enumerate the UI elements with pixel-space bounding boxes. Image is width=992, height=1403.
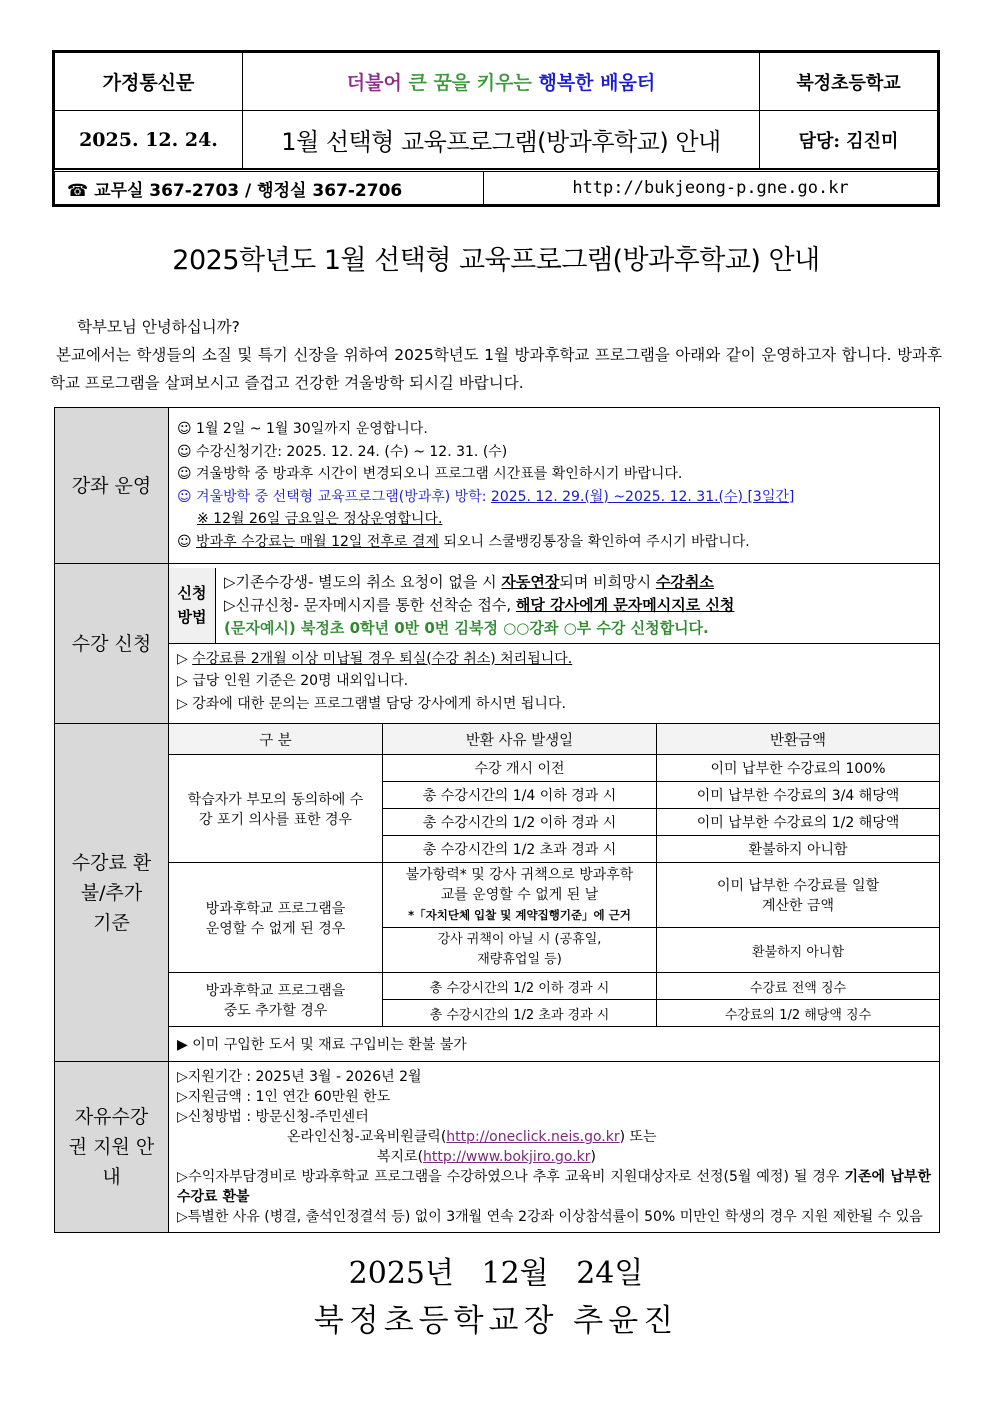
refund-reason: 총 수강시간의 1/4 이하 경과 시	[383, 782, 657, 809]
voucher-method: ▷신청방법 : 방문신청-주민센터	[177, 1109, 369, 1125]
method-existing	[224, 571, 931, 594]
oneclick-link[interactable]: http://oneclick.neis.go.kr	[446, 1129, 620, 1145]
bullet-icon: ▷	[177, 673, 193, 689]
voucher-amount: ▷지원금액 : 1인 연간 60만원 한도	[177, 1089, 391, 1105]
section-operation	[169, 408, 940, 564]
bokjiro-prefix: 복지로(	[377, 1149, 424, 1165]
voucher-online	[177, 1127, 931, 1147]
voucher-refund-emphasis: 기존에 납부한 수강료 환불	[177, 1169, 931, 1205]
online-prefix: 온라인신청-교육비원클릭(	[287, 1129, 447, 1145]
refund-header: 반환금액	[657, 724, 940, 755]
vacation-label: ☺ 겨울방학 중 선택형 교육프로그램(방과후) 방학:	[177, 488, 491, 505]
refund-group-cancelled: 방과후학교 프로그램을 운영할 수 없게 된 경우	[169, 863, 383, 973]
refund-reason-text: 불가항력* 및 강사 귀책으로 방과후학교를 운영할 수 없게 된 날	[405, 867, 634, 903]
apply-methods	[216, 568, 940, 643]
refund-label: 수강료 환불/추가 기준	[71, 851, 152, 934]
cancel-course: 수강취소	[655, 572, 714, 591]
refund-note: ▶ 이미 구입한 도서 및 재료 구입비는 환불 불가	[169, 1027, 939, 1062]
apply-method-label: 신청 방법	[169, 568, 216, 643]
operation-item: ☺ 수강신청기간: 2025. 12. 24. (수) ~ 12. 31. (수)	[177, 443, 508, 460]
refund-amount: 수강료의 1/2 해당액 징수	[657, 1000, 940, 1027]
bokjiro-suffix: )	[590, 1149, 596, 1165]
operation-note	[177, 508, 931, 531]
note-text: 수강료를 2개월 이상 미납될 경우 퇴실(수강 취소) 처리됩니다.	[192, 650, 573, 667]
online-suffix: ) 또는	[619, 1129, 657, 1145]
payment-date-emphasis: 방과후 수강료는 매월 12일 전후로 결제	[196, 533, 439, 550]
voucher-limit: ▷특별한 사유 (병결, 출석인정결석 등) 없이 3개월 연속 2강좌 이상참석률이 50% 미만인 학생의 경우 지원 제한될 수 있음	[177, 1209, 923, 1225]
newsletter-date: 2025. 12. 24.	[55, 111, 243, 169]
refund-header: 구 분	[169, 724, 383, 755]
apply-note	[177, 670, 931, 693]
section-label-voucher	[55, 1062, 169, 1233]
refund-amount: 이미 납부한 수강료의 3/4 해당액	[657, 782, 940, 809]
newsletter-label: 가정통신문	[55, 53, 243, 111]
manager-name: 담당: 김진미	[760, 111, 938, 169]
method-existing-text-2: 되며 비희망시	[559, 572, 656, 591]
refund-reason: 총 수강시간의 1/2 이하 경과 시	[383, 809, 657, 836]
apply-notes	[169, 643, 939, 719]
page-title: 2025학년도 1월 선택형 교육프로그램(방과후학교) 안내	[172, 245, 820, 276]
slogan-part-3: 행복한 배움터	[538, 72, 656, 94]
normal-operation-note: ※ 12월 26일 금요일은 정상운영합니다.	[197, 511, 443, 527]
operation-item-payment: ☺ 방과후 수강료는 매월 12일 전후로 결제 되오니 스쿨뱅킹통장을 확인하여 주시기 바랍니다.	[177, 533, 750, 550]
method-new	[224, 594, 931, 617]
vacation-dates: 2025. 12. 29.(월) ~2025. 12. 31.(수) [3일간]	[490, 488, 795, 505]
voucher-label: 자유수강권 지원 안내	[68, 1106, 155, 1188]
refund-reason-note: *「자치단체 입찰 및 계약집행기준」에 근거	[408, 908, 631, 922]
refund-reason: 총 수강시간의 1/2 초과 경과 시	[383, 1000, 657, 1027]
section-label-apply: 수강 신청	[55, 564, 169, 724]
refund-amount: 환불하지 아니함	[657, 928, 940, 973]
operation-item: ☺ 1월 2일 ~ 1월 30일까지 운영합니다.	[177, 421, 428, 437]
bokjiro-link[interactable]: http://www.bokjiro.go.kr	[423, 1149, 591, 1165]
method-existing-text: ▷기존수강생- 별도의 취소 요청이 없을 시	[224, 572, 502, 591]
newsletter-header	[52, 50, 940, 207]
slogan-part-1: 더불어	[346, 72, 409, 94]
voucher-refund	[177, 1167, 931, 1207]
voucher-refund-text: ▷수익자부담경비로 방과후학교 프로그램을 수강하였으나 추후 교육비 지원대상자로 선정(5월 예정) 될 경우	[177, 1169, 845, 1185]
header-title: 1월 선택형 교육프로그램(방과후학교) 안내	[243, 111, 760, 169]
refund-reason: 강사 귀책이 아닐 시 (공휴일, 재량휴업일 등)	[383, 928, 657, 973]
apply-note	[177, 648, 931, 671]
note-text: 강좌에 대한 문의는 프로그램별 담당 강사에게 하시면 됩니다.	[192, 695, 566, 712]
refund-reason: 총 수강시간의 1/2 초과 경과 시	[383, 836, 657, 863]
section-label-refund	[55, 724, 169, 1062]
refund-reason-force-majeure	[383, 863, 657, 928]
bullet-icon: ▷	[177, 650, 193, 667]
bullet-icon: ▷	[177, 695, 193, 712]
school-url-link[interactable]: http://bukjeong-p.gne.go.kr	[484, 171, 938, 205]
school-name: 북정초등학교	[760, 53, 938, 111]
payment-rest: 되오니 스쿨뱅킹통장을 확인하여 주시기 바랍니다.	[438, 533, 750, 550]
footer-date: 2025년 12월 24일	[348, 1256, 644, 1291]
section-refund	[169, 724, 940, 1062]
refund-amount: 환불하지 아니함	[657, 836, 940, 863]
intro	[50, 313, 942, 397]
school-slogan	[243, 53, 760, 111]
voucher-period: ▷지원기간 : 2025년 3월 - 2026년 2월	[177, 1069, 422, 1085]
sms-example: (문자예시) 북정초 0학년 0반 0번 김북정 ○○강좌 ○부 수강 신청합니다.	[224, 618, 709, 637]
refund-amount: 이미 납부한 수강료의 100%	[657, 755, 940, 782]
refund-reason: 총 수강시간의 1/2 이하 경과 시	[383, 973, 657, 1000]
section-voucher	[169, 1062, 940, 1233]
refund-amount: 이미 납부한 수강료의 1/2 해당액	[657, 809, 940, 836]
voucher-bokjiro	[177, 1147, 931, 1167]
refund-amount-text: 이미 납부한 수강료를 일할 계산한 금액	[716, 878, 880, 914]
contact-phones: ☎ 교무실 367-2703 / 행정실 367-2706	[55, 171, 484, 205]
refund-group-added: 방과후학교 프로그램을 중도 추가할 경우	[169, 973, 383, 1027]
info-table	[54, 407, 940, 1233]
auto-extend: 자동연장	[501, 572, 560, 591]
method-new-emphasis: 해당 강사에게 문자메시지로 신청	[515, 595, 735, 614]
operation-item: ☺ 겨울방학 중 방과후 시간이 변경되오니 프로그램 시간표를 확인하시기 바랍니다.	[177, 466, 683, 482]
slogan-part-2: 큰 꿈을 키우는	[408, 72, 539, 94]
greeting: 학부모님 안녕하십니까?	[77, 318, 240, 336]
refund-amount	[657, 863, 940, 928]
note-text: 급당 인원 기준은 20명 내외입니다.	[192, 673, 409, 689]
refund-group-withdraw: 학습자가 부모의 동의하에 수강 포기 의사를 표한 경우	[169, 755, 383, 863]
section-label-operation: 강좌 운영	[55, 408, 169, 564]
refund-reason: 수강 개시 이전	[383, 755, 657, 782]
operation-item-vacation	[177, 486, 931, 509]
refund-amount: 수강료 전액 징수	[657, 973, 940, 1000]
apply-note	[177, 693, 931, 716]
section-apply	[169, 564, 940, 724]
intro-body: 본교에서는 학생들의 소질 및 특기 신장을 위하여 2025학년도 1월 방과후학교 프로그램을 아래와 같이 운영하고자 합니다. 방과후학교 프로그램을 살펴보시고 즐겁고 건강한 겨울방학 되시길 바랍니다.	[50, 346, 942, 392]
refund-table	[169, 724, 939, 1061]
refund-header: 반환 사유 발생일	[383, 724, 657, 755]
principal-signature: 북정초등학교장 추윤진	[313, 1303, 679, 1339]
method-new-text: ▷신규신청- 문자메시지를 통한 선착순 접수,	[224, 595, 516, 614]
